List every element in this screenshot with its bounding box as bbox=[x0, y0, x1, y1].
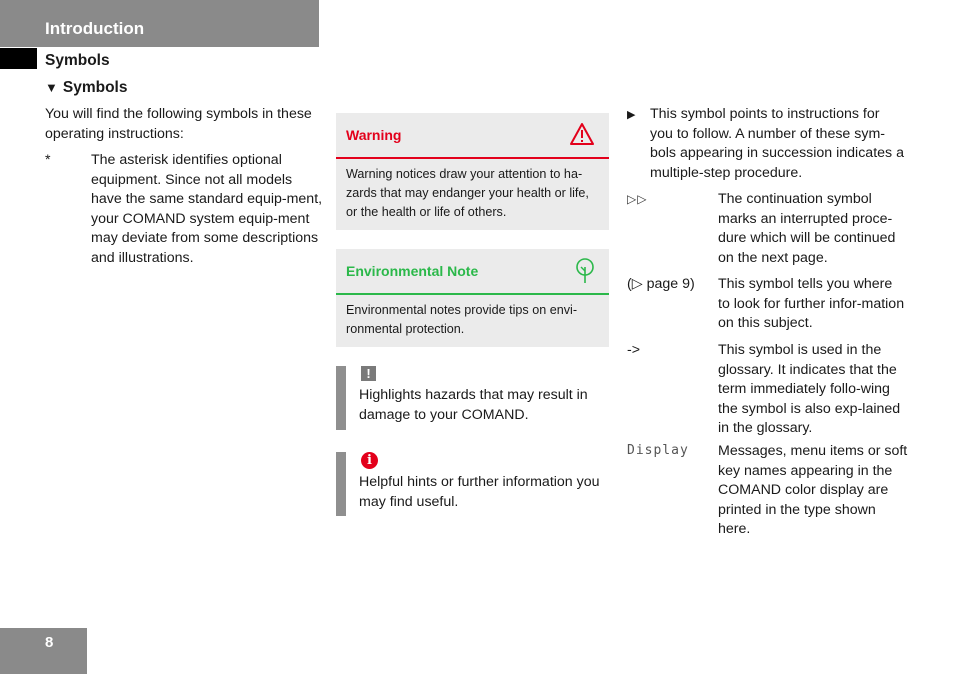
subsection-title: Symbols bbox=[62, 79, 128, 96]
warning-box-header bbox=[336, 113, 609, 159]
chapter-title: Introduction bbox=[45, 19, 145, 38]
asterisk-symbol: * bbox=[45, 152, 51, 168]
step-description: This symbol points to instructions for you to follow. A number of these sym-bols appearing in succession indicates a multiple-step procedure. bbox=[650, 106, 904, 181]
page-reference-symbol: (▷ page 9) bbox=[627, 276, 695, 292]
intro-text: You will find the following symbols in these operating instructions: bbox=[45, 106, 312, 142]
warning-box bbox=[336, 113, 609, 230]
warning-triangle-icon bbox=[569, 122, 595, 151]
subsection-heading bbox=[45, 79, 127, 97]
page-number-box bbox=[0, 628, 87, 674]
glossary-arrow-description: This symbol is used in the glossary. It indicates that the term immediately follo-wing the symbol is also exp-lained in the glossary. bbox=[718, 342, 901, 436]
info-icon: i bbox=[361, 452, 378, 469]
continuation-description: The continuation symbol marks an interrupted proce-dure which will be continued on the next page. bbox=[718, 191, 896, 266]
warning-label: Warning bbox=[346, 127, 402, 143]
hazard-note-text: Highlights hazards that may result in damage to your COMAND. bbox=[359, 387, 588, 423]
asterisk-description: The asterisk identifies optional equipment. Since not all models have the same standard equip-ment, your COMAND system equip-ment may deviate from some descriptions and illustrations. bbox=[91, 152, 323, 266]
display-font-description: Messages, menu items or soft key names appearing in the COMAND color display are printed in the type shown here. bbox=[718, 443, 908, 537]
triangle-down-icon: ▼ bbox=[45, 80, 58, 95]
page-reference-description: This symbol tells you where to look for further infor-mation on this subject. bbox=[718, 276, 905, 331]
hazard-note-bar bbox=[336, 366, 346, 430]
tree-icon bbox=[575, 258, 595, 289]
environment-box bbox=[336, 249, 609, 347]
environment-label: Environmental Note bbox=[346, 263, 479, 279]
info-note-bar bbox=[336, 452, 346, 516]
display-font-symbol: Display bbox=[627, 443, 689, 458]
section-title: Symbols bbox=[45, 52, 110, 69]
page-number: 8 bbox=[45, 634, 54, 651]
exclamation-icon: ! bbox=[361, 366, 376, 381]
info-note-text: Helpful hints or further information you may find useful. bbox=[359, 474, 600, 510]
warning-text: Warning notices draw your attention to ha-zards that may endanger your health or life, or the health or life of others. bbox=[346, 167, 589, 219]
environment-text: Environmental notes provide tips on envi-ronmental protection. bbox=[346, 303, 578, 336]
environment-box-header bbox=[336, 249, 609, 295]
section-tab-marker bbox=[0, 48, 37, 69]
glossary-arrow-symbol: -> bbox=[627, 342, 641, 358]
continuation-symbol: ▷▷ bbox=[627, 192, 648, 206]
step-arrow-icon: ▶ bbox=[627, 109, 636, 121]
